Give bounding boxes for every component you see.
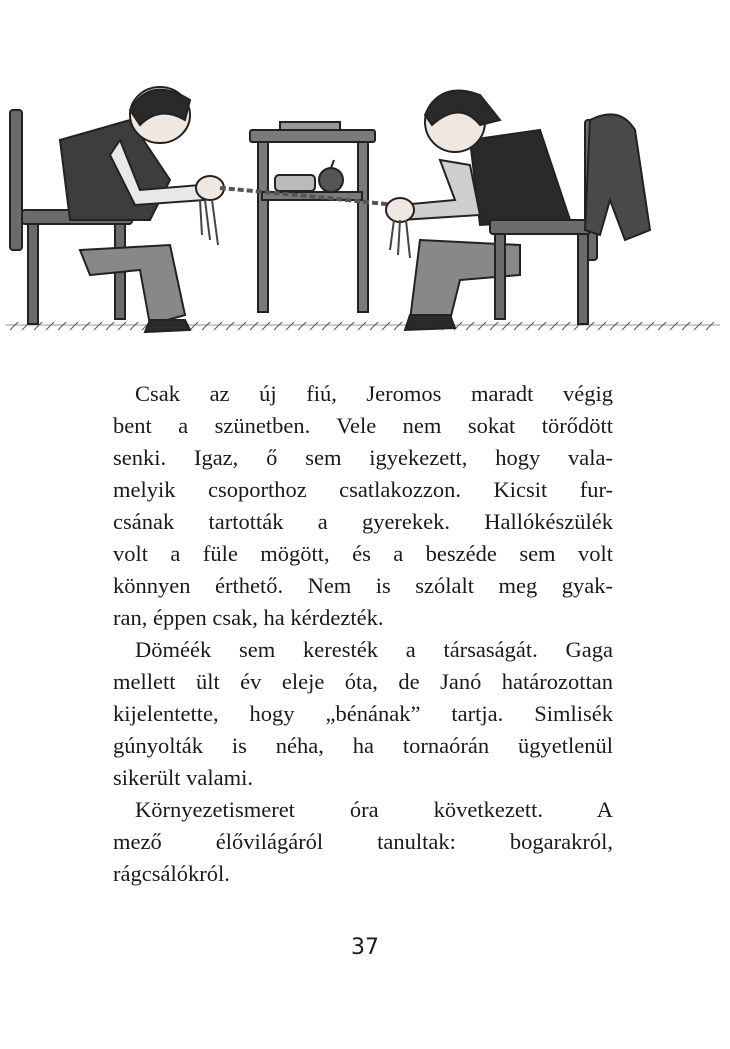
- text-line: melyik csoporthoz csatlakozzon. Kicsit fur-: [113, 477, 613, 502]
- body-text: [113, 378, 613, 890]
- two-children-braiding-rope-illustration: [0, 80, 730, 345]
- text-line: Csak az új fiú, Jeromos maradt végig: [135, 381, 613, 406]
- text-line: mező élővilágáról tanultak: bogarakról,: [113, 829, 613, 854]
- text-line: sikerült valami.: [113, 765, 253, 790]
- paragraph: [113, 634, 613, 794]
- text-line: kijelentette, hogy „bénának” tartja. Simlisék: [113, 701, 613, 726]
- paragraph: [113, 378, 613, 634]
- text-line: mellett ült év eleje óta, de Janó határozottan: [113, 669, 613, 694]
- paragraph: [113, 794, 613, 890]
- jacket-on-chair: [585, 114, 650, 240]
- text-line: csának tartották a gyerekek. Hallókészülék: [113, 509, 613, 534]
- text-line: ran, éppen csak, ha kérdezték.: [113, 605, 384, 630]
- text-line: Környezetismeret óra következett. A: [135, 797, 613, 822]
- floor-hatching: [5, 322, 720, 330]
- text-line: Döméék sem keresték a társaságát. Gaga: [135, 637, 613, 662]
- text-line: volt a füle mögött, és a beszéde sem volt: [113, 541, 613, 566]
- page-number: 37: [351, 935, 379, 960]
- text-line: bent a szünetben. Vele nem sokat törődött: [113, 413, 613, 438]
- text-line: könnyen érthető. Nem is szólalt meg gyak-: [113, 573, 613, 598]
- text-line: rágcsálókról.: [113, 861, 230, 886]
- text-line: gúnyolták is néha, ha tornaórán ügyetlenül: [113, 733, 613, 758]
- small-table: [250, 122, 375, 312]
- right-child: [386, 91, 570, 331]
- left-child: [60, 87, 224, 332]
- text-line: senki. Igaz, ő sem igyekezett, hogy vala-: [113, 445, 613, 470]
